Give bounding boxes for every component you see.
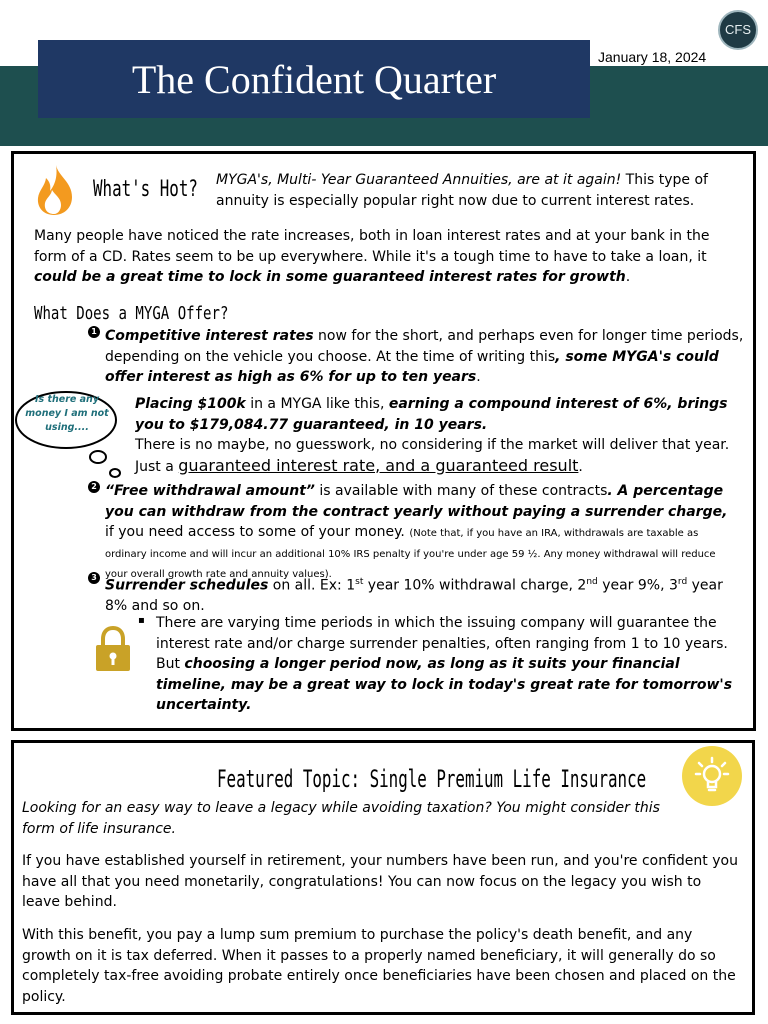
rates-emphasis: could be a great time to lock in some guaranteed interest rates for growth bbox=[34, 269, 626, 285]
item3-sup1: st bbox=[355, 577, 364, 587]
myga-offer-heading: What Does a MYGA Offer? bbox=[34, 303, 229, 324]
guaranteed-result: guaranteed interest rate, and a guaranteed result bbox=[178, 455, 579, 475]
placing-example bbox=[135, 394, 741, 477]
issue-date: January 18, 2024 bbox=[598, 49, 707, 65]
placing-line3: Just a bbox=[135, 458, 179, 475]
item1-lead: Competitive interest rates bbox=[105, 328, 314, 344]
flame-icon bbox=[34, 164, 76, 216]
surrender-detail bbox=[156, 613, 742, 716]
featured-intro bbox=[22, 798, 692, 839]
item3-sup3: rd bbox=[677, 577, 688, 587]
placing-end: . bbox=[578, 458, 583, 475]
placing-line2: There is no maybe, no guesswork, no considering if the market will deliver that year. bbox=[135, 437, 730, 453]
cfs-logo: CFS bbox=[718, 10, 758, 50]
item3-lead: Surrender schedules bbox=[105, 577, 269, 594]
offer-item-withdrawal bbox=[105, 481, 737, 584]
featured-topic-heading: Featured Topic: Single Premium Life Insurance bbox=[217, 765, 647, 793]
lock-icon bbox=[95, 626, 131, 672]
number-badge-1: 1 bbox=[88, 326, 100, 338]
number-badge-2: 2 bbox=[88, 481, 100, 493]
item1-emphasis: , some MYGA's could offer interest as high as 6% for up to ten years bbox=[105, 348, 719, 385]
placing-lead: Placing $100k bbox=[135, 396, 246, 412]
square-bullet: ▪ bbox=[138, 615, 145, 626]
offer-item-surrender bbox=[105, 572, 741, 617]
item1-text: now for the short, and perhaps even for longer time periods, depending on the vehicle you choose. At the time of writing this bbox=[105, 328, 744, 365]
item1-end: . bbox=[476, 369, 481, 385]
rates-paragraph bbox=[34, 226, 740, 288]
whats-hot-heading: What's Hot? bbox=[93, 177, 198, 202]
intro-lead: MYGA's, Multi- Year Guaranteed Annuities, are at it again! bbox=[216, 172, 622, 188]
rates-text: Many people have noticed the rate increases, both in loan interest rates and at your bank in the form of a CD. Rates seem to be up everywhere. While it's a tough time to have to take a loan, it bbox=[34, 228, 710, 265]
item3-text4: year 8% and so on. bbox=[105, 577, 723, 615]
lightbulb-icon bbox=[682, 746, 742, 806]
offer-item-rates bbox=[105, 326, 745, 388]
item2-text: is available with many of these contracts bbox=[314, 483, 608, 499]
item3-text3: year 9%, 3 bbox=[597, 577, 678, 594]
cloud-text: Is there any money I am not using.... bbox=[25, 394, 109, 433]
whats-hot-intro bbox=[216, 170, 736, 211]
placing-text: in a MYGA like this, bbox=[245, 396, 389, 412]
surrender-text: There are varying time periods in which the issuing company will guarantee the interest rate and/or charge surrender penalties, often ranging from 1 to 10 years. But bbox=[156, 615, 728, 672]
newsletter-title: The Confident Quarter bbox=[131, 57, 497, 102]
item2-lead: “Free withdrawal amount” bbox=[105, 483, 315, 499]
number-badge-3: 3 bbox=[88, 572, 100, 584]
featured-paragraph-retirement: If you have established yourself in retirement, your numbers have been run, and you're confident you have all that you need monetarily, congratulations! You can now focus on the legacy you wish to leave behind. bbox=[22, 853, 738, 910]
item2-emphasis: . A percentage you can withdraw from the contract yearly without paying a surrender charge, bbox=[105, 483, 728, 520]
item2-text2: if you need access to some of your money. bbox=[105, 524, 410, 540]
placing-emphasis: earning a compound interest of 6%, brings you to $179,084.77 guaranteed, in 10 years. bbox=[135, 396, 728, 433]
rates-end: . bbox=[625, 269, 631, 285]
featured-paragraph-benefit: With this benefit, you pay a lump sum premium to purchase the policy's death benefit, and any growth on it is tax deferred. When it passes to a properly named beneficiary, it will generally do so completely tax-free avoiding probate entirely once beneficiaries have been chosen and placed on the policy. bbox=[22, 927, 736, 1005]
featured-intro-text: Looking for an easy way to leave a legacy while avoiding taxation? You might consider this form of life insurance. bbox=[22, 800, 660, 837]
surrender-emphasis: choosing a longer period now, as long as it suits your financial timeline, may be a great way to lock in today's great rate for tomorrow's uncertainty. bbox=[156, 656, 733, 713]
item3-text: on all. Ex: 1 bbox=[268, 577, 356, 594]
item3-text2: year 10% withdrawal charge, 2 bbox=[363, 577, 587, 594]
item3-sup2: nd bbox=[586, 577, 598, 587]
ira-note: (Note that, if you have an IRA, withdrawals are taxable as ordinary income and will incur an additional 10% IRS penalty if you're under age 59 ½. Any money withdrawal will reduce your overall growth rate and annuity values). bbox=[105, 528, 716, 580]
intro-rest: This type of annuity is especially popular right now due to current interest rates. bbox=[216, 172, 708, 209]
thought-cloud bbox=[14, 390, 124, 482]
